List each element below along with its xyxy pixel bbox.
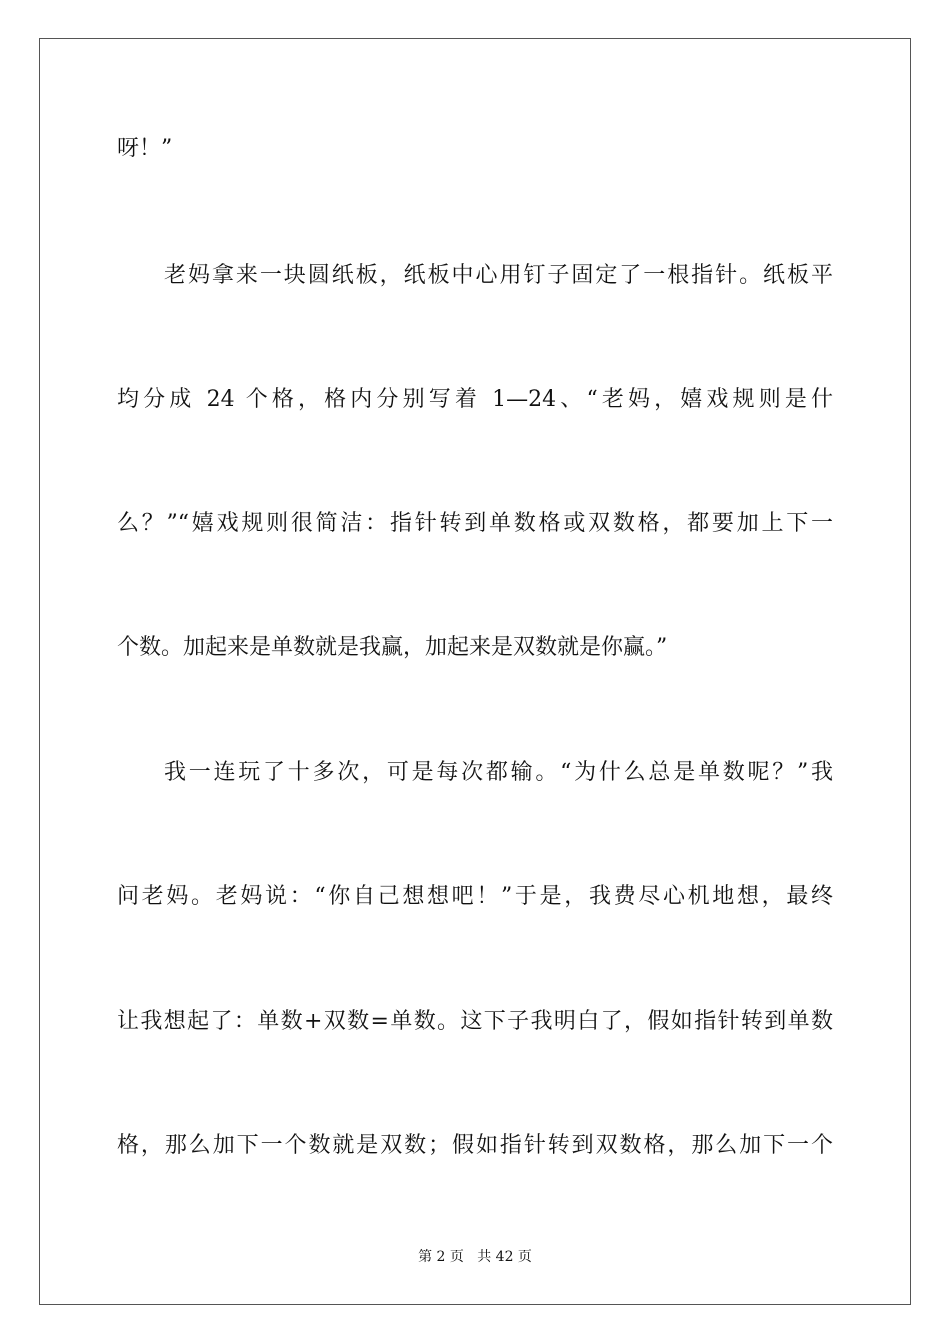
text-line-6: 我一连玩了十多次，可是每次都输。“为什么总是单数呢？”我 <box>164 760 833 785</box>
text-line-9: 格，那么加下一个数就是双数；假如指针转到双数格，那么加下一个 <box>117 1133 833 1158</box>
text-line-2: 老妈拿来一块圆纸板，纸板中心用钉子固定了一根指针。纸板平 <box>164 263 833 288</box>
text-line-1: 呀！” <box>117 136 173 161</box>
text-line-5: 个数。加起来是单数就是我赢，加起来是双数就是你赢。” <box>117 635 668 660</box>
page-frame <box>39 38 911 1305</box>
text-line-7: 问老妈。老妈说：“你自己想想吧！”于是，我费尽心机地想，最终 <box>117 884 833 909</box>
text-line-8: 让我想起了：单数+双数=单数。这下子我明白了，假如指针转到单数 <box>117 1009 833 1034</box>
page-number-footer: 第 2 页 共 42 页 <box>418 1249 532 1265</box>
text-line-4: 么？”“嬉戏规则很简洁：指针转到单数格或双数格，都要加上下一 <box>117 511 833 536</box>
text-line-3: 均分成 24 个格，格内分别写着 1—24、“老妈，嬉戏规则是什 <box>117 387 833 412</box>
